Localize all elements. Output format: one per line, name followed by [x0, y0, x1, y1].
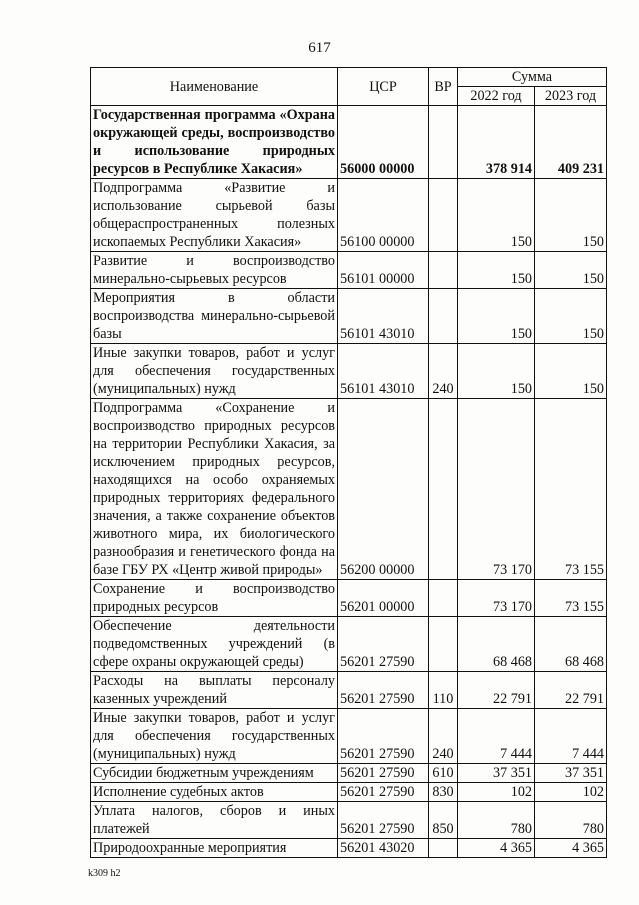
footer-code: k309 h2 [88, 868, 121, 879]
row-sum-2023: 150 [535, 179, 607, 252]
row-sum-2022: 7 444 [458, 709, 535, 764]
row-csr: 56000 00000 [338, 106, 429, 179]
row-sum-2023: 409 231 [535, 106, 607, 179]
row-vr [429, 580, 458, 617]
row-sum-2022: 150 [458, 252, 535, 289]
header-sum: Сумма [458, 68, 607, 87]
table-row [91, 289, 607, 344]
table-row [91, 106, 607, 179]
header-vr: ВР [429, 68, 458, 106]
row-vr: 110 [429, 672, 458, 709]
table-row [91, 344, 607, 399]
row-sum-2022: 73 170 [458, 399, 535, 580]
table-row [91, 709, 607, 764]
row-vr: 240 [429, 709, 458, 764]
table-row [91, 839, 607, 858]
row-csr: 56201 43020 [338, 839, 429, 858]
row-sum-2023: 68 468 [535, 617, 607, 672]
row-csr: 56100 00000 [338, 179, 429, 252]
table-row [91, 179, 607, 252]
table-row [91, 672, 607, 709]
row-sum-2022: 73 170 [458, 580, 535, 617]
row-csr: 56201 27590 [338, 783, 429, 802]
row-name: Природоохранные мероприятия [91, 839, 338, 858]
row-name: Исполнение судебных актов [91, 783, 338, 802]
row-vr: 240 [429, 344, 458, 399]
row-sum-2023: 780 [535, 802, 607, 839]
row-csr: 56201 27590 [338, 802, 429, 839]
row-sum-2023: 150 [535, 289, 607, 344]
page-number: 617 [308, 40, 331, 56]
row-csr: 56201 27590 [338, 709, 429, 764]
row-csr: 56201 27590 [338, 764, 429, 783]
budget-table [90, 67, 607, 858]
row-sum-2023: 4 365 [535, 839, 607, 858]
row-vr: 830 [429, 783, 458, 802]
row-sum-2023: 102 [535, 783, 607, 802]
row-vr [429, 252, 458, 289]
row-sum-2022: 150 [458, 344, 535, 399]
table-row [91, 783, 607, 802]
row-sum-2023: 150 [535, 252, 607, 289]
row-vr [429, 839, 458, 858]
row-sum-2023: 73 155 [535, 399, 607, 580]
row-csr: 56201 27590 [338, 672, 429, 709]
row-name: Развитие и воспроизводство минерально-сырьевых ресурсов [91, 252, 338, 289]
row-sum-2022: 378 914 [458, 106, 535, 179]
row-name: Подпрограмма «Сохранение и воспроизводство природных ресурсов на территории Республики Хакасия, за исключением природных ресурсов, находящихся на особо охраняемых природных территориях федерального значения, а также сохранение объектов животного мира, их биологического разнообразия и генетического фонда на базе ГБУ РХ «Центр живой природы» [91, 399, 338, 580]
row-vr: 610 [429, 764, 458, 783]
row-csr: 56101 43010 [338, 289, 429, 344]
table-header [91, 68, 607, 106]
header-name: Наименование [91, 68, 338, 106]
row-csr: 56201 27590 [338, 617, 429, 672]
row-name: Сохранение и воспроизводство природных ресурсов [91, 580, 338, 617]
row-name: Обеспечение деятельности подведомственных учреждений (в сфере охраны окружающей среды) [91, 617, 338, 672]
row-name: Мероприятия в области воспроизводства минерально-сырьевой базы [91, 289, 338, 344]
row-csr: 56200 00000 [338, 399, 429, 580]
row-csr: 56201 00000 [338, 580, 429, 617]
table-body [91, 106, 607, 858]
row-sum-2023: 73 155 [535, 580, 607, 617]
row-sum-2022: 150 [458, 289, 535, 344]
row-vr [429, 179, 458, 252]
row-sum-2022: 4 365 [458, 839, 535, 858]
row-sum-2022: 102 [458, 783, 535, 802]
table-row [91, 580, 607, 617]
row-vr [429, 617, 458, 672]
row-sum-2022: 780 [458, 802, 535, 839]
row-name: Подпрограмма «Развитие и использование сырьевой базы общераспространенных полезных ископаемых Республики Хакасия» [91, 179, 338, 252]
row-csr: 56101 43010 [338, 344, 429, 399]
row-vr: 850 [429, 802, 458, 839]
row-sum-2022: 37 351 [458, 764, 535, 783]
row-vr [429, 106, 458, 179]
row-vr [429, 289, 458, 344]
row-name: Государственная программа «Охрана окружающей среды, воспроизводство и использование природных ресурсов в Республике Хакасия» [91, 106, 338, 179]
row-sum-2023: 150 [535, 344, 607, 399]
row-sum-2022: 68 468 [458, 617, 535, 672]
row-sum-2023: 37 351 [535, 764, 607, 783]
row-name: Субсидии бюджетным учреждениям [91, 764, 338, 783]
row-sum-2022: 150 [458, 179, 535, 252]
header-csr: ЦСР [338, 68, 429, 106]
table-row [91, 617, 607, 672]
row-name: Иные закупки товаров, работ и услуг для обеспечения государственных (муниципальных) нужд [91, 344, 338, 399]
row-vr [429, 399, 458, 580]
header-year-2023: 2023 год [535, 87, 607, 106]
table-row [91, 764, 607, 783]
row-sum-2022: 22 791 [458, 672, 535, 709]
row-csr: 56101 00000 [338, 252, 429, 289]
row-sum-2023: 22 791 [535, 672, 607, 709]
row-name: Расходы на выплаты персоналу казенных учреждений [91, 672, 338, 709]
table-row [91, 252, 607, 289]
table-row [91, 399, 607, 580]
header-year-2022: 2022 год [458, 87, 535, 106]
row-name: Уплата налогов, сборов и иных платежей [91, 802, 338, 839]
table-row [91, 802, 607, 839]
row-name: Иные закупки товаров, работ и услуг для обеспечения государственных (муниципальных) нужд [91, 709, 338, 764]
row-sum-2023: 7 444 [535, 709, 607, 764]
